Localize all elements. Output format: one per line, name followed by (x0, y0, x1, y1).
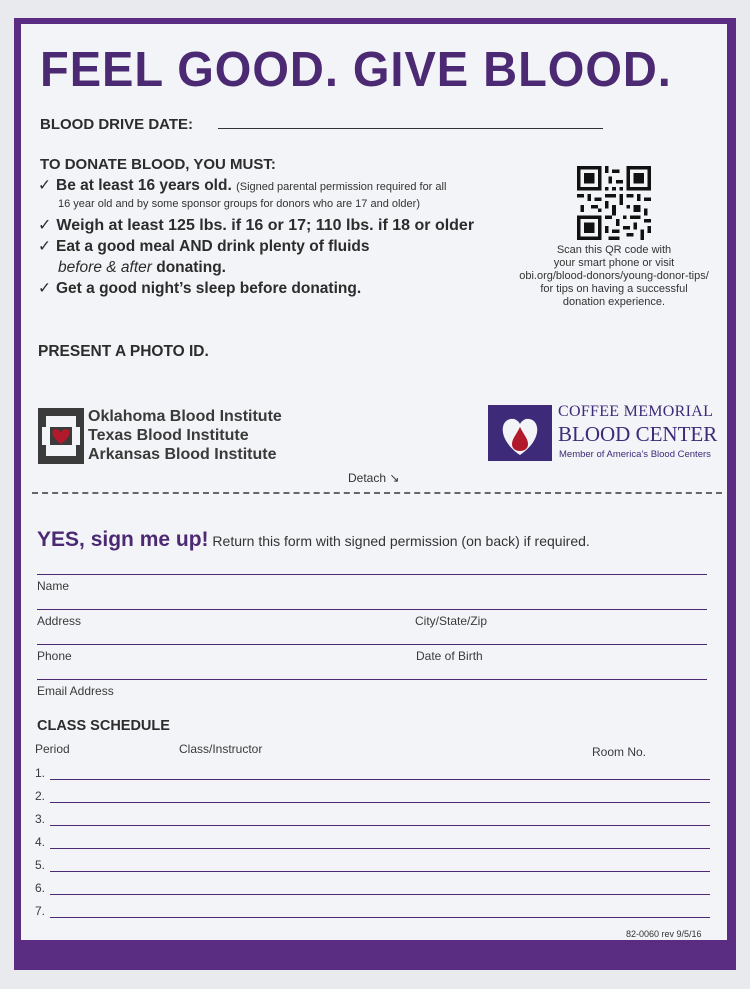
period-number: 2. (35, 789, 46, 803)
qr-caption: Scan this QR code with your smart phone or visit obi.org/blood-donors/young-donor-tips/ for tips on having a successful donation experience. (506, 244, 722, 309)
requirements-heading: TO DONATE BLOOD, YOU MUST: (40, 156, 276, 173)
name-field[interactable] (37, 609, 707, 610)
requirement-sleep: ✓ Get a good night’s sleep before donating. (38, 280, 362, 297)
photo-id-notice: PRESENT A PHOTO ID. (38, 343, 209, 360)
signup-heading: YES, sign me up! Return this form with signed permission (on back) if required. (37, 528, 590, 551)
room-header: Room No. (592, 745, 647, 759)
cmbc-logo-icon (488, 405, 552, 461)
phone-label: Phone (37, 649, 72, 663)
requirement-age-note: 16 year old and by some sponsor groups for donors who are 17 and older) (58, 198, 420, 210)
flyer-page (14, 18, 736, 970)
obi-logo-icon (38, 408, 84, 464)
address-field[interactable] (37, 644, 707, 645)
period-number: 5. (35, 858, 46, 872)
class-schedule-title: CLASS SCHEDULE (37, 718, 170, 734)
cmbc-name-line1: COFFEE MEMORIAL (558, 403, 714, 420)
frame-right (727, 18, 736, 970)
institutes-names: Oklahoma Blood Institute Texas Blood Institute Arkansas Blood Institute (88, 408, 282, 463)
period-header: Period (35, 742, 70, 756)
detach-cut-line (32, 492, 722, 494)
schedule-row-field[interactable] (50, 917, 710, 918)
schedule-row-field[interactable] (50, 894, 710, 895)
city-state-zip-label: City/State/Zip (415, 614, 488, 628)
check-icon: ✓ (38, 238, 51, 255)
frame-bottom (14, 940, 736, 970)
check-icon: ✓ (38, 280, 51, 297)
class-header: Class/Instructor (179, 742, 263, 756)
phone-field[interactable] (37, 679, 707, 680)
schedule-row-field[interactable] (50, 802, 710, 803)
schedule-row-field[interactable] (50, 779, 710, 780)
cmbc-name-line2: BLOOD CENTER (558, 422, 718, 446)
email-label: Email Address (37, 684, 114, 698)
requirement-meal-line2: before & after donating. (58, 259, 226, 276)
check-icon: ✓ (38, 217, 52, 234)
dob-label: Date of Birth (416, 649, 483, 663)
requirement-age: ✓ Be at least 16 years old. (Signed parental permission required for all (38, 177, 447, 194)
drive-date-label: BLOOD DRIVE DATE: (40, 116, 194, 133)
address-label: Address (37, 614, 82, 628)
schedule-row-field[interactable] (50, 871, 710, 872)
headline: FEEL GOOD. GIVE BLOOD. (40, 43, 672, 97)
qr-code-icon[interactable] (577, 166, 651, 240)
cmbc-member-note: Member of America’s Blood Centers (559, 449, 711, 460)
frame-left (14, 18, 21, 970)
period-number: 4. (35, 835, 46, 849)
detach-label: Detach ↘ (348, 471, 400, 485)
period-number: 1. (35, 766, 46, 780)
period-number: 7. (35, 904, 46, 918)
revision-code: 82-0060 rev 9/5/16 (626, 929, 702, 939)
frame-top (14, 18, 736, 24)
period-number: 6. (35, 881, 46, 895)
requirement-meal: ✓ Eat a good meal AND drink plenty of fluids (38, 238, 370, 255)
requirement-weight: ✓ Weigh at least 125 lbs. if 16 or 17; 110 lbs. if 18 or older (38, 217, 475, 234)
name-label: Name (37, 579, 70, 593)
schedule-row-field[interactable] (50, 825, 710, 826)
period-number: 3. (35, 812, 46, 826)
check-icon: ✓ (38, 177, 51, 194)
drive-date-field[interactable] (218, 128, 603, 129)
form-line (37, 574, 707, 575)
qr-url[interactable]: obi.org/blood-donors/young-donor-tips/ (519, 270, 709, 282)
schedule-row-field[interactable] (50, 848, 710, 849)
